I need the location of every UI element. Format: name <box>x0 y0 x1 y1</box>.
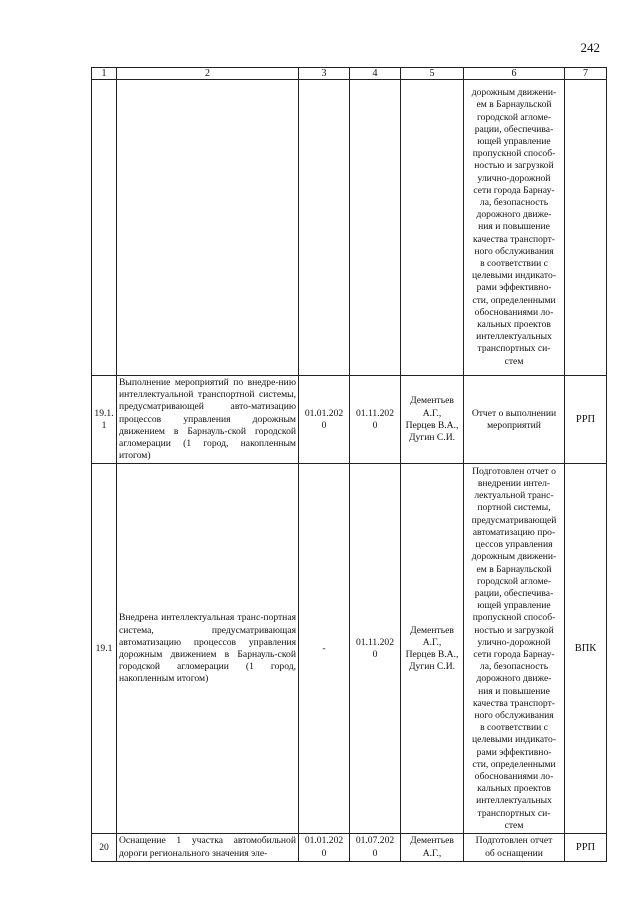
responsible-cell <box>401 80 464 376</box>
table-row <box>92 834 607 861</box>
task-name-cell: Оснащение 1 участка автомобильной дороги регионального значения эле- <box>117 834 299 861</box>
start-date-cell: - <box>299 464 350 834</box>
control-type-cell: РРП <box>565 376 607 464</box>
task-name-cell: Внедрена интеллектуальная транс-портная система, предусматривающая автоматизацию процессов управления дорожным движением в Барнауль-ской городской агломерации (1 город, накопленным итогом) <box>117 464 299 834</box>
result-cell: дорожным движени- ем в Барнаульской городской агломе- рации, обеспечива- ющей управление пропускной способ- ностью и загрузкой улично-дорожной сети города Барнау- ла, безопасность дорожного движе- ния и повышение качества транспорт- ного обслуживания в соответствии с целевыми индикато- рами эффективно- сти, определенными обоснованиями ло- кальных проектов интеллектуальных транспортных си- стем <box>464 80 565 376</box>
start-date-cell: 01.01.202 0 <box>299 376 350 464</box>
column-header: 5 <box>401 68 464 80</box>
column-header: 3 <box>299 68 350 80</box>
control-type-cell: ВПК <box>565 464 607 834</box>
table-row <box>92 376 607 464</box>
task-name-cell: Выполнение мероприятий по внедре-нию интеллектуальной транспортной системы, предусматривающей авто-матизацию процессов управления дорожным движением в Барнауль-ской городской агломерации (1 город, накопленным итогом) <box>117 376 299 464</box>
table-row <box>92 80 607 376</box>
row-number-cell: 19.1 <box>92 464 117 834</box>
result-cell: Подготовлен отчет о внедрении интел- лектуальной транс- портной системы, предусматривающей автоматизацию про- цессов управления дорожным движени- ем в Барнаульской городской агломе- рации, обеспечива- ющей управление пропускной способ- ностью и загрузкой улично-дорожной сети города Барнау- ла, безопасность дорожного движе- ния и повышение качества транспорт- ного обслуживания в соответствии с целевыми индикато- рами эффективно- сти, определенными обоснованиями ло- кальных проектов интеллектуальных транспортных си- стем <box>464 464 565 834</box>
responsible-cell: Дементьев А.Г., Перцев В.А., Дугин С.И. <box>401 464 464 834</box>
schedule-table <box>91 67 607 862</box>
result-cell: Отчет о выполнении мероприятий <box>464 376 565 464</box>
control-type-cell: РРП <box>565 834 607 861</box>
start-date-cell <box>299 80 350 376</box>
end-date-cell: 01.11.202 0 <box>350 376 401 464</box>
result-cell: Подготовлен отчет об оснащении <box>464 834 565 861</box>
column-header: 1 <box>92 68 117 80</box>
end-date-cell: 01.07.202 0 <box>350 834 401 861</box>
task-name-cell <box>117 80 299 376</box>
row-number-cell: 20 <box>92 834 117 861</box>
end-date-cell <box>350 80 401 376</box>
control-type-cell <box>565 80 607 376</box>
column-header: 4 <box>350 68 401 80</box>
responsible-cell: Дементьев А.Г., <box>401 834 464 861</box>
row-number-cell <box>92 80 117 376</box>
column-header: 2 <box>117 68 299 80</box>
column-header: 7 <box>565 68 607 80</box>
end-date-cell: 01.11.202 0 <box>350 464 401 834</box>
start-date-cell: 01.01.202 0 <box>299 834 350 861</box>
page-number: 242 <box>580 40 600 55</box>
column-header: 6 <box>464 68 565 80</box>
table-header-row <box>92 68 607 80</box>
table-row <box>92 464 607 834</box>
responsible-cell: Дементьев А.Г., Перцев В.А., Дугин С.И. <box>401 376 464 464</box>
row-number-cell: 19.1. 1 <box>92 376 117 464</box>
